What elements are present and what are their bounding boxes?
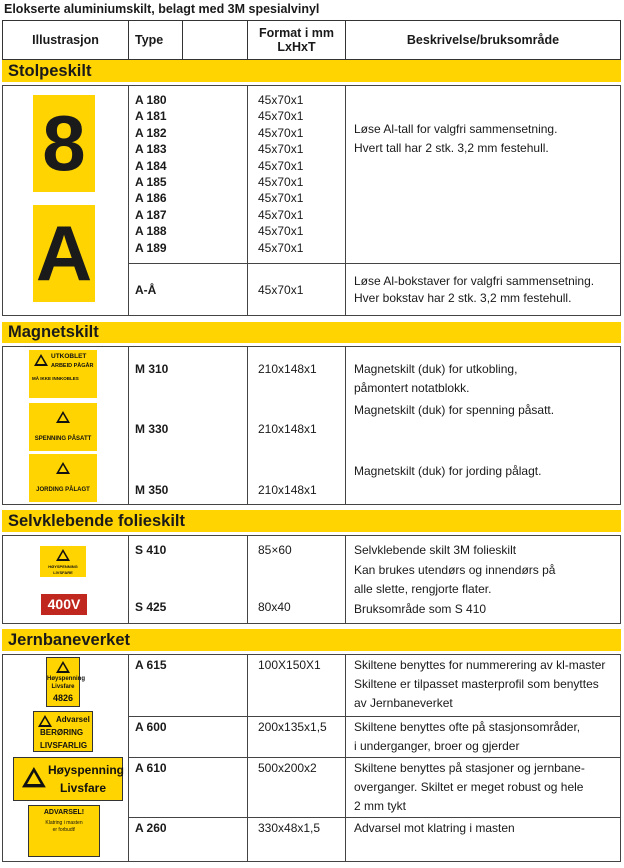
desc-line: Selvklebende skilt 3M folieskilt	[354, 543, 517, 557]
warning-triangle-icon	[22, 767, 46, 787]
warning-triangle-icon	[56, 661, 70, 673]
code: M 310	[135, 362, 169, 376]
code: A 181	[135, 109, 167, 124]
hoyspenning-sticker	[40, 546, 86, 577]
number-sign	[33, 95, 95, 192]
format: 45x70x1	[258, 191, 304, 206]
jording-sign	[29, 454, 97, 502]
utkoblet-sign	[29, 350, 97, 398]
letter-sign	[33, 205, 95, 302]
400v-sticker: 400V	[41, 594, 87, 615]
sign-text: LIVSFARE	[53, 570, 73, 575]
sign-text: er forbudt!	[52, 827, 76, 833]
warning-triangle-icon	[38, 715, 52, 727]
spacer	[135, 438, 182, 482]
magnetskilt-formats	[248, 347, 346, 505]
a260-sign	[28, 805, 100, 857]
code: S 410	[135, 543, 167, 557]
desc-line: Hvert tall har 2 stk. 3,2 mm festehull.	[354, 141, 549, 155]
code: A 610	[129, 758, 183, 818]
desc-line: Skiltene er tilpasset masterprofil som benyttes	[354, 677, 599, 691]
section-heading-stolpeskilt: Stolpeskilt	[2, 60, 621, 82]
desc-line: Skiltene benyttes for nummerering av kl-master	[354, 658, 606, 672]
format: 210x148x1	[258, 482, 317, 497]
header-format-line2: LxHxT	[277, 40, 316, 54]
format: 330x48x1,5	[248, 818, 346, 862]
format: 85×60	[258, 543, 292, 557]
blank-cell	[183, 536, 248, 624]
stolpeskilt-description	[346, 86, 621, 264]
desc	[346, 818, 621, 862]
format: 45x70x1	[258, 158, 304, 173]
desc-line: Hver bokstav har 2 stk. 3,2 mm festehull.	[354, 290, 572, 305]
code: A 600	[129, 717, 183, 758]
format: 80x40	[258, 600, 291, 615]
header-type: Type	[129, 21, 183, 60]
format: 45x70x1	[258, 174, 304, 189]
warning-triangle-icon	[56, 411, 70, 423]
letter-description	[346, 264, 621, 316]
column-header	[2, 20, 621, 60]
warning-triangle-icon	[56, 549, 70, 561]
desc-line: overganger. Skiltet er meget robust og hele	[354, 780, 584, 794]
spacer	[258, 558, 344, 599]
desc-line: Kan brukes utendørs og innendørs på	[354, 562, 556, 577]
spacer	[258, 438, 344, 482]
sign-text: UTKOBLET	[51, 353, 87, 360]
warning-triangle-icon	[34, 354, 48, 366]
desc-line: Magnetskilt (duk) for utkobling,	[354, 362, 518, 376]
sign-text: Høyspenning	[47, 676, 86, 682]
format: 45x70x1	[258, 224, 304, 239]
desc-line: Løse Al-tall for valgfri sammensetning.	[354, 122, 558, 136]
section-heading-jernbane: Jernbaneverket	[2, 629, 621, 651]
stolpeskilt-formats	[248, 86, 346, 264]
code: A 186	[135, 191, 167, 206]
code: A 185	[135, 174, 167, 189]
sign-text: Klatring i masten	[45, 820, 83, 826]
sign-text: Høyspenning	[48, 763, 125, 777]
desc	[346, 758, 621, 818]
code: S 425	[135, 600, 167, 615]
code: A 189	[135, 240, 167, 255]
stolpeskilt-codes	[129, 86, 183, 264]
section-heading-magnetskilt: Magnetskilt	[2, 322, 621, 343]
blank-cell	[183, 347, 248, 505]
magnetskilt-descriptions	[346, 347, 621, 505]
format: 45x70x1	[258, 207, 304, 222]
spacer	[258, 377, 344, 421]
sign-text: 4826	[52, 693, 74, 703]
code: A 188	[135, 224, 167, 239]
format: 500x200x2	[248, 758, 346, 818]
folieskilt-codes	[129, 536, 183, 624]
folieskilt-table	[2, 535, 621, 624]
folieskilt-descriptions	[346, 536, 621, 624]
code: A 615	[129, 655, 183, 717]
number-sign-digit: 8	[42, 99, 86, 187]
code: M 330	[135, 422, 169, 437]
desc-line: Magnetskilt (duk) for spenning påsatt.	[354, 403, 555, 417]
sign-text: ARBEID PÅGÅR	[51, 363, 94, 369]
desc	[346, 655, 621, 717]
format: 45x70x1	[258, 93, 304, 107]
code: A 187	[135, 207, 167, 222]
format: 45x70x1	[258, 240, 304, 255]
desc-line: Skiltene benyttes ofte på stasjonsområder,	[354, 720, 581, 734]
blank-cell	[183, 758, 248, 818]
sign-text: Livsfare	[51, 684, 75, 690]
spacer	[354, 420, 619, 462]
desc-line: Skiltene benyttes på stasjoner og jernbane-	[354, 761, 585, 775]
sign-text: JORDING PÅLAGT	[36, 487, 90, 493]
desc-line: Bruksområde som S 410	[354, 601, 487, 616]
sign-text: ADVARSEL!	[43, 809, 85, 816]
warning-triangle-icon	[56, 462, 70, 474]
format: 200x135x1,5	[248, 717, 346, 758]
folieskilt-formats	[248, 536, 346, 624]
desc-line: påmontert notatblokk.	[354, 381, 470, 395]
letter-sign-letter: A	[35, 209, 93, 297]
section-heading-folieskilt: Selvklebende folieskilt	[2, 510, 621, 532]
letter-code: A-Å	[129, 264, 183, 316]
sign-text: LIVSFARLIG	[40, 741, 88, 750]
code: A 260	[129, 818, 183, 862]
sign-text: HØYSPENNING	[48, 564, 78, 569]
format: 45x70x1	[258, 142, 304, 157]
desc-line: Advarsel mot klatring i masten	[354, 821, 515, 835]
code: A 183	[135, 142, 167, 157]
spacer	[135, 558, 182, 599]
desc-line: Magnetskilt (duk) for jording pålagt.	[354, 464, 542, 478]
format: 45x70x1	[258, 125, 304, 140]
blank-cell	[183, 655, 248, 717]
sign-text: SPENNING PÅSATT	[34, 436, 92, 442]
format: 210x148x1	[258, 362, 317, 376]
header-illustrasjon: Illustrasjon	[3, 21, 129, 60]
header-blank	[183, 21, 248, 60]
page-title: Elokserte aluminiumskilt, belagt med 3M spesialvinyl	[4, 2, 320, 16]
spacer	[135, 377, 182, 421]
code: A 184	[135, 158, 167, 173]
header-beskrivelse: Beskrivelse/bruksområde	[346, 21, 621, 60]
letter-format: 45x70x1	[248, 264, 346, 316]
code: A 180	[135, 93, 167, 107]
spenning-sign	[29, 403, 97, 451]
magnetskilt-codes	[129, 347, 183, 505]
blank-cell	[183, 86, 248, 264]
desc-line: 2 mm tykt	[354, 799, 407, 813]
desc-line: av Jernbaneverket	[354, 696, 453, 710]
a600-sign	[33, 711, 93, 752]
desc-line: i underganger, broer og gjerder	[354, 739, 520, 753]
header-format-line1: Format i mm	[258, 26, 334, 40]
desc	[346, 717, 621, 758]
desc-line: alle slette, rengjorte flater.	[354, 582, 492, 597]
blank-cell	[183, 264, 248, 316]
blank-cell	[183, 717, 248, 758]
format: 210x148x1	[258, 422, 317, 437]
sign-text: BERØRING	[40, 728, 84, 737]
format: 45x70x1	[258, 109, 304, 124]
format: 100X150X1	[248, 655, 346, 717]
desc-line: Løse Al-bokstaver for valgfri sammensetning.	[354, 273, 595, 288]
sign-text: MÅ IKKE INNKOBLES	[32, 376, 79, 381]
sign-text: Livsfare	[60, 781, 107, 795]
blank-cell	[183, 818, 248, 862]
header-format	[248, 21, 346, 60]
sign-text: Advarsel	[56, 715, 90, 724]
a610-sign	[13, 757, 123, 801]
code: A 182	[135, 125, 167, 140]
code: M 350	[135, 482, 169, 497]
a615-sign	[46, 657, 86, 707]
